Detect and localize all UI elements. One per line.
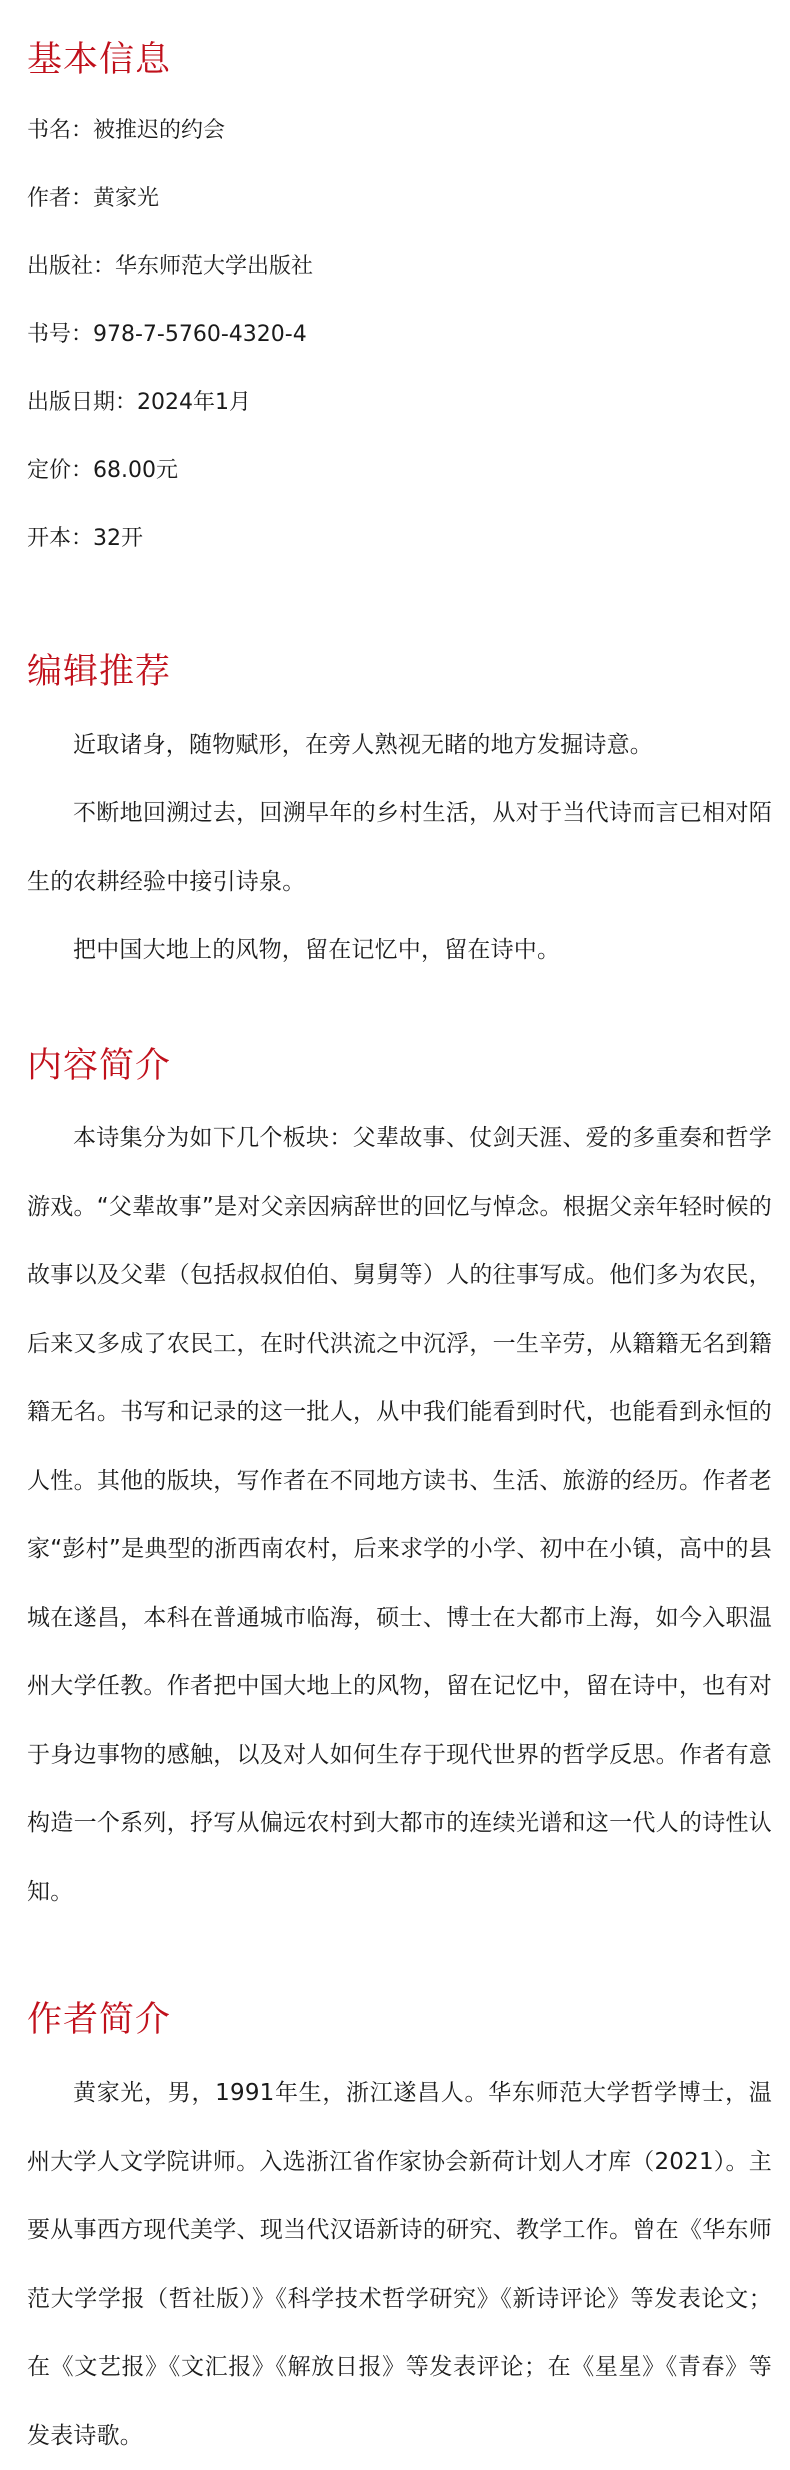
recommendation-paragraph: 近取诸身，随物赋形，在旁人熟视无睹的地方发掘诗意。: [73, 732, 653, 758]
content-summary-paragraph: 本诗集分为如下几个板块：父辈故事、仗剑天涯、爱的多重奏和哲学游戏。“父辈故事”是对父亲因病辞世的回忆与悼念。根据父亲年轻时候的故事以及父辈（包括叔叔伯伯、舅舅等）人的往事写成。他们多为农民，后来又多成了农民工，在时代洪流之中沉浮，一生辛劳，从籍籍无名到籍籍无名。书写和记录的这一批人，从中我们能看到时代，也能看到永恒的人性。其他的版块，写作者在不同地方读书、生活、旅游的经历。作者老家“彭村”是典型的浙西南农村，后来求学的小学、初中在小镇，高中的县城在遂昌，本科在普通城市临海，硕士、博士在大都市上海，如今入职温州大学任教。作者把中国大地上的风物，留在记忆中，留在诗中，也有对于身边事物的感触，以及对人如何生存于现代世界的哲学反思。作者有意构造一个系列，抒写从偏远农村到大都市的连续光谱和这一代人的诗性认知。: [27, 1125, 772, 1905]
book-date-line: 出版日期：2024年1月: [27, 390, 251, 415]
book-isbn-line: 书号：978-7-5760-4320-4: [27, 322, 307, 347]
content-summary-heading: 内容简介: [27, 1046, 172, 1086]
recommendation-paragraph: 不断地回溯过去，回溯早年的乡村生活，从对于当代诗而言已相对陌生的农耕经验中接引诗泉。: [27, 800, 772, 895]
book-title-line: 书名：被推迟的约会: [27, 118, 226, 143]
author-intro-paragraph: 黄家光，男，1991年生，浙江遂昌人。华东师范大学哲学博士，温州大学人文学院讲师。入选浙江省作家协会新荷计划人才库（2021）。主要从事西方现代美学、现当代汉语新诗的研究、教学工作。曾在《华东师范大学学报（哲社版）》《科学技术哲学研究》《新诗评论》等发表论文；在《文艺报》《文汇报》《解放日报》等发表评论；在《星星》《青春》等发表诗歌。: [27, 2080, 772, 2449]
recommendation-paragraph: 把中国大地上的风物，留在记忆中，留在诗中。: [73, 937, 561, 963]
book-format-line: 开本：32开: [27, 526, 143, 551]
book-price-line: 定价：68.00元: [27, 458, 178, 483]
author-intro-heading: 作者简介: [27, 2000, 172, 2040]
book-publisher-line: 出版社：华东师范大学出版社: [27, 254, 314, 279]
basic-info-heading: 基本信息: [27, 40, 172, 80]
book-author-line: 作者：黄家光: [27, 186, 160, 211]
editor-recommendation-heading: 编辑推荐: [27, 652, 172, 692]
